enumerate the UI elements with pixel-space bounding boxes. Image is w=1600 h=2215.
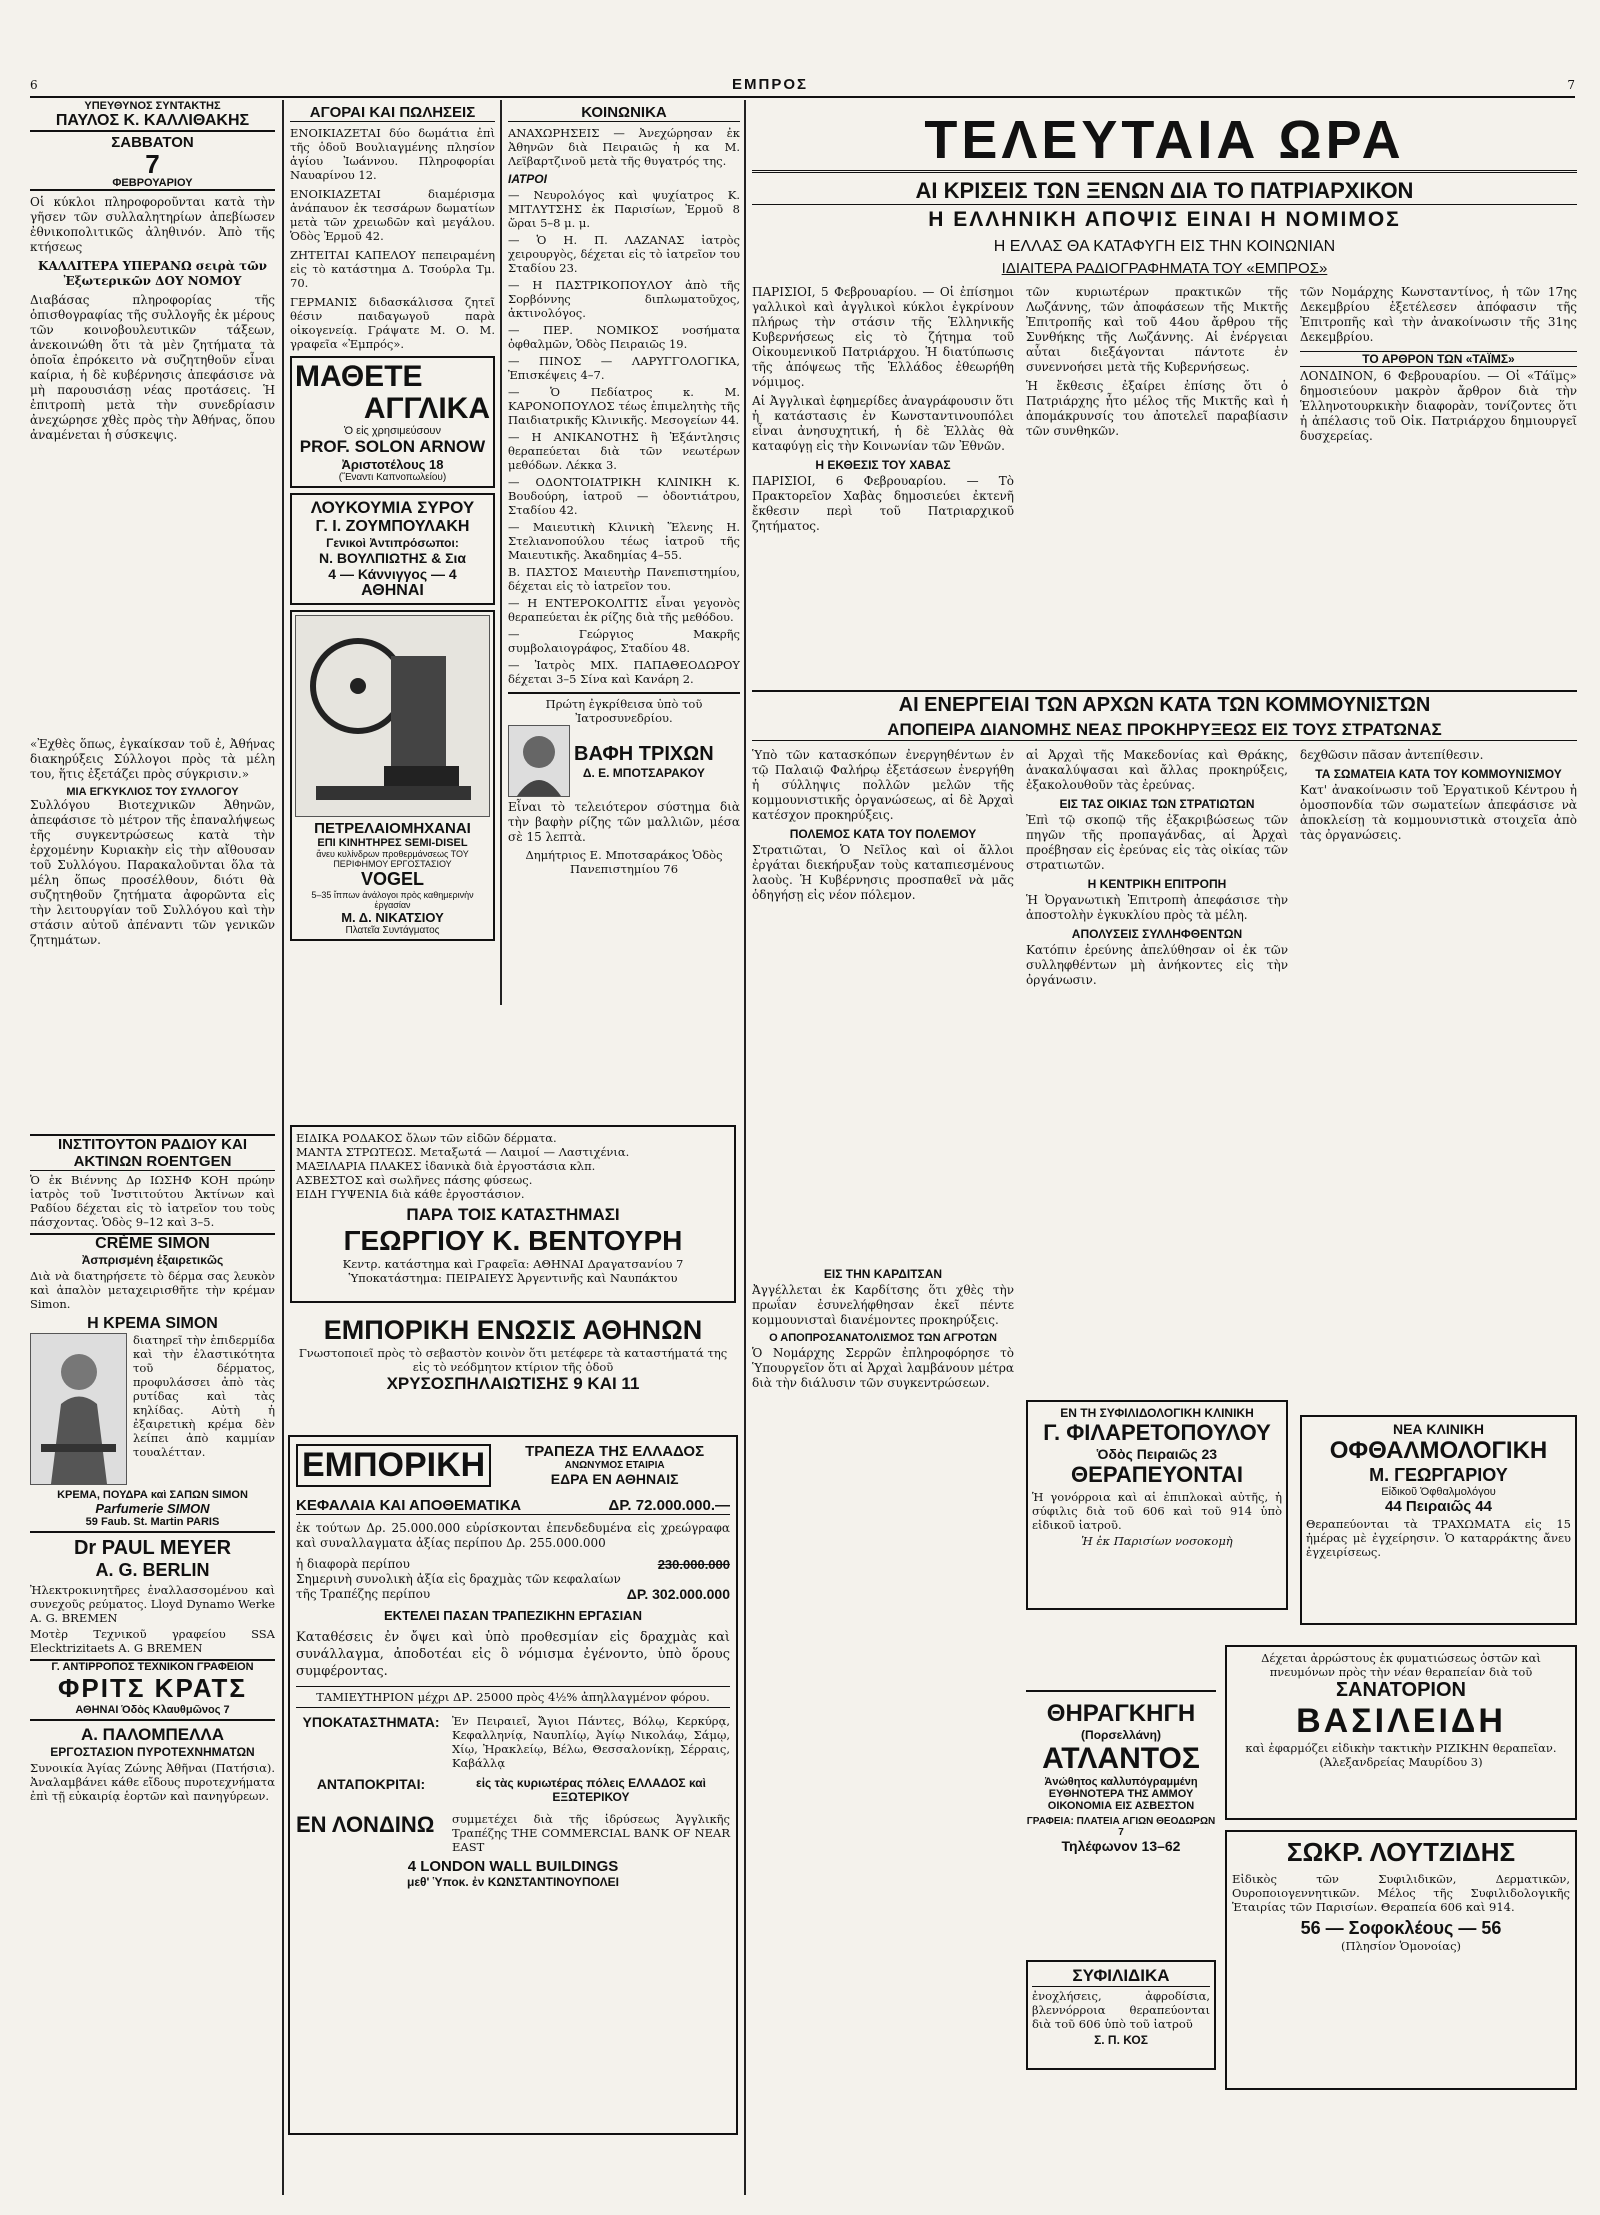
bank-correspondents: εἰς τὰς κυριωτέρας πόλεις ΕΛΛΑΔΟΣ καὶ ΕΞΩΤΕΡΙΚΟΥ	[476, 1776, 706, 1804]
syphilis-title: ΣΥΦΙΛΙΔΙΚΑ	[1032, 1966, 1210, 1987]
bank-name: ΤΡΑΠΕΖΑ ΤΗΣ ΕΛΛΑΔΟΣ	[525, 1443, 705, 1460]
news-subhead: ΑΠΟΛΥΣΕΙΣ ΣΥΛΛΗΦΘΕΝΤΩΝ	[1071, 927, 1243, 941]
ophthalmology-ad	[1300, 1415, 1577, 1625]
page-number-right: 7	[1567, 78, 1575, 92]
loutzidis-address: 56 — Σοφοκλέους — 56	[1300, 1918, 1502, 1938]
column-2	[290, 100, 495, 1120]
bank-diff-value: 230.000.000	[657, 1557, 730, 1572]
hair-dye-address: Δημήτριος Ε. Μποτσαράκος Ὁδὸς Πανεπιστημίου 76	[525, 848, 723, 876]
creme-title: CRÈME SIMON	[30, 1233, 275, 1253]
news-text: τῶν Νομάρχης Κωνσταντίνος, ἡ τῶν 17ης Δεκεμβρίου ἐξετέλεσεν ἀπόφασιν τῆς Ἐπιτροπῆς καὶ τὴν ἀνακοίνωσιν τῆς 31ης Δεκεμβρίου.	[1300, 285, 1577, 344]
ventouri-line: ΑΣΒΕΣΤΟΣ καὶ σωλῆνες πάσης φύσεως.	[296, 1173, 533, 1187]
engine-dealer: Μ. Δ. ΝΙΚΑΤΣΙΟΥ	[341, 910, 444, 925]
meyer-body: Ἠλεκτροκινητῆρες ἐναλλασσομένου καὶ συνεχοῦς ρεύματος. Lloyd Dynamo Werke A. G. BREMEN	[30, 1583, 275, 1625]
latest-banner: ΤΕΛΕΥΤΑΙΑ ΩΡΑ	[752, 110, 1577, 173]
article-lead: Οἱ κύκλοι πληροφοροῦνται κατὰ τὴν γῆσεν τῶν συλλαλητηρίων ἀπεβίωσεν ἐθνικοπολιτικῶς ἀληθινόν. Ἀπὸ τῆς κτήσεως	[30, 195, 275, 254]
syphilis-ad	[1026, 1960, 1216, 2070]
bank-savings: ΤΑΜΙΕΥΤΗΡΙΟΝ μέχρι ΔΡ. 25000 πρὸς 4½% ἀπηλλαγμένον φόρου.	[296, 1686, 730, 1708]
issue-date: 7	[145, 149, 160, 179]
news-col-b	[1026, 285, 1288, 680]
atlantos-title: ΘΗΡΑΓΚΗΓΗ	[1046, 1700, 1196, 1727]
loukoumia-title: ΛΟΥΚΟΥΜΙΑ ΣΥΡΟΥ	[310, 498, 475, 517]
bank-seat: ΕΔΡΑ ΕΝ ΑΘΗΝΑΙΣ	[550, 1471, 679, 1487]
frits-address: ΑΘΗΝΑΙ Ὁδὸς Κλαυθμῶνος 7	[30, 1704, 275, 1721]
doctor-notice: — Η ΑΝΙΚΑΝΟΤΗΣ ἢ Ἐξάντλησις θεραπεύεται διὰ τῶν νεωτέρων μεθόδων. Λέκκα 3.	[508, 430, 740, 472]
bank-services: ΕΚΤΕΛΕΙ ΠΑΣΑΝ ΤΡΑΠΕΖΙΚΗΝ ΕΡΓΑΣΙΑΝ	[384, 1608, 642, 1623]
news-text: αἱ Ἀρχαὶ τῆς Μακεδονίας καὶ Θράκης, ἀνακαλύψασαι καὶ ἄλλας προκηρύξεις, ἐξακολουθοῦν τὰς ἐρεύνας.	[1026, 748, 1288, 792]
headline-4: ΙΔΙΑΙΤΕΡΑ ΡΑΔΙΟΓΡΑΦΗΜΑΤΑ ΤΟΥ «ΕΜΠΡΟΣ»	[1001, 260, 1328, 277]
clinic-cta: ΘΕΡΑΠΕΥΟΝΤΑΙ	[1071, 1462, 1243, 1487]
column-1	[30, 100, 275, 2200]
syphilis-name: Σ. Π. ΚΟΣ	[1094, 2033, 1148, 2047]
communists-subtitle: ΑΠΟΠΕΙΡΑ ΔΙΑΝΟΜΗΣ ΝΕΑΣ ΠΡΟΚΗΡΥΞΕΩΣ ΕΙΣ ΤΟΥΣ ΣΤΡΑΤΩΝΑΣ	[752, 720, 1577, 741]
news-text: Ἀγγέλλεται ἐκ Καρδίτσης ὅτι χθὲς τὴν πρωΐαν ἐσυνελήφθησαν ἐκεῖ πέντε κομμουνισταὶ διανέμοντες προκηρύξεις.	[752, 1283, 1014, 1327]
doctor-notice: — Ἰατρὸς ΜΙΧ. ΠΑΠΑΘΕΟΔΩΡΟΥ δέχεται 3–5 Σίνα καὶ Κανάρη 2.	[508, 658, 740, 686]
clinic-address: Ὁδὸς Πειραιῶς 23	[1096, 1446, 1218, 1462]
bank-capital-value: ΔΡ. 72.000.000.—	[608, 1497, 730, 1514]
grafeion-title: Γ. ΑΝΤΙΡΡΟΠΟΣ ΤΕΧΝΙΚΟΝ ΓΡΑΦΕΙΟΝ	[30, 1659, 275, 1673]
hair-dye-title: ΒΑΦΗ ΤΡΙΧΩΝ	[574, 742, 714, 765]
english-ad-line: (Ἔναντι Καπνοπωλείου)	[338, 472, 447, 483]
woman-illustration	[30, 1333, 127, 1485]
loutzidis-ad	[1225, 1830, 1577, 2090]
bank-logo: ΕΜΠΟΡΙΚΗ	[296, 1444, 491, 1487]
atlantos-ad	[1026, 1690, 1216, 1952]
classified-ad: ΕΝΟΙΚΙΑΖΕΤΑΙ δύο δωμάτια ἐπὶ τῆς ὁδοῦ Βουλιαγμένης πλησίον ἀγίου Ἰωάννου. Πληροφορίαι Ναυαρίνου 12.	[290, 126, 495, 182]
ophth-title: ΟΦΘΑΛΜΟΛΟΓΙΚΗ	[1329, 1437, 1548, 1464]
bank-correspondents-label: ΑΝΤΑΠΟΚΡΙΤΑΙ:	[316, 1776, 426, 1792]
engine-line: ΕΠΙ ΚΙΝΗΤΗΡΕΣ SEMI-DISEL	[317, 837, 468, 849]
ophth-name: Μ. ΓΕΩΡΓΑΡΙΟΥ	[1369, 1465, 1508, 1485]
meyer-extra: Μοτὲρ Τεχνικοῦ γραφείου SSA Elecktrizitaets A. G BREMEN	[30, 1627, 275, 1655]
masthead	[30, 76, 1575, 98]
sanatorium-ad	[1225, 1645, 1577, 1820]
bank-diff-label: ἡ διαφορὰ περίπου	[296, 1557, 410, 1571]
paper-name: ΕΜΠΡΟΣ	[731, 76, 808, 93]
ventouri-line: ΕΙΔΙΚΑ ΡΟΔΑΚΟΣ ὄλων τῶν εἰδῶν δέρματα.	[296, 1131, 557, 1145]
headline-2: Η ΕΛΛΗΝΙΚΗ ΑΠΟΨΙΣ ΕΙΝΑΙ Η ΝΟΜΙΜΟΣ	[928, 208, 1401, 231]
doctors-header: ΙΑΤΡΟΙ	[508, 172, 547, 186]
column-rule	[744, 100, 746, 2195]
news-text: Αἱ Ἀγγλικαὶ ἐφημερίδες ἀναγράφουσιν ὅτι ἡ κατάστασις ἐν Κωνσταντινουπόλει εἶναι ἀνησυχητική, ἡ δὲ Ἑλλὰς θὰ καταφύγῃ εἰς τὴν Κοινωνίαν τῶν Ἐθνῶν.	[752, 394, 1014, 453]
comm-col-a	[752, 748, 1014, 2098]
headline-1: ΑΙ ΚΡΙΣΕΙΣ ΤΩΝ ΞΕΝΩΝ ΔΙΑ ΤΟ ΠΑΤΡΙΑΡΧΙΚΟΝ	[752, 178, 1577, 205]
ophth-spec: Εἰδικοῦ Ὀφθαλμολόγου	[1381, 1486, 1496, 1498]
loutzidis-sub: (Πλησίον Ὁμονοίας)	[1340, 1939, 1462, 1953]
bank-type: ΑΝΩΝΥΜΟΣ ΕΤΑΙΡΙΑ	[564, 1460, 665, 1471]
frits-krats: ΦΡΙΤΣ ΚΡΑΤΣ	[58, 1673, 247, 1703]
emporiki-enosis-title: ΕΜΠΟΡΙΚΗ ΕΝΩΣΙΣ ΑΘΗΝΩΝ	[323, 1315, 703, 1345]
ophth-body: Θεραπεύονται τὰ ΤΡΑΧΩΜΑΤΑ εἰς 15 ἡμέρας μὲ ἐγχείρησιν. Ὁ καταρράκτης ἄνευ ἐγχειρίσεως.	[1306, 1517, 1571, 1559]
loukoumia-maker: Γ. Ι. ΖΟΥΜΠΟΥΛΑΚΗ	[315, 518, 470, 535]
krema-title: Η ΚΡΕΜΑ SIMON	[87, 1315, 218, 1332]
hair-dye-body: Εἶναι τὸ τελειότερον σύστημα διὰ τὴν βαφὴν ρίζης τῶν μαλλιῶν, μέσα σὲ 15 λεπτὰ.	[508, 800, 740, 844]
atlantos-sub: (Πορσελλάνη)	[1081, 1728, 1161, 1742]
palombella-title: Α. ΠΑΛΟΜΠΕΛΛΑ	[80, 1725, 225, 1744]
engine-ad	[290, 610, 495, 941]
classifieds-header: ΑΓΟΡΑΙ ΚΑΙ ΠΩΛΗΣΕΙΣ	[290, 104, 495, 122]
classified-ad: ΓΕΡΜΑΝΙΣ διδασκάλισσα ζητεῖ θέσιν παιδαγωγοῦ παρὰ οἰκογενείᾳ. Γράψατε Μ. Ο. Μ. γραφεῖα «Ἐμπρός».	[290, 295, 495, 351]
bank-london-label: ΕΝ ΛΟΝΔΙΝΩ	[296, 1812, 435, 1837]
news-col-c	[1300, 285, 1577, 680]
doctor-notice: — Νευρολόγος καὶ ψυχίατρος Κ. ΜΙΤΛΥΤΣΗΣ ἐκ Παρισίων, Ἐρμοῦ 8 ὥραι 5–8 μ. μ.	[508, 188, 740, 230]
doctor-notice: — ΟΔΟΝΤΟΙΑΤΡΙΚΗ ΚΛΙΝΙΚΗ Κ. Βουδούρη, ἰατροῦ — ὀδοντιάτρου, Σταδίου 42.	[508, 475, 740, 517]
news-text: δεχθῶσιν πᾶσαν ἀντεπίθεσιν.	[1300, 748, 1484, 762]
engine-line: 5–35 ἵππων ἀνάλογοι πρὸς καθημερινὴν ἐργασίαν	[311, 890, 474, 910]
syphilis-clinic-ad	[1026, 1400, 1288, 1610]
social-header: ΚΟΙΝΩΝΙΚΑ	[508, 104, 740, 122]
news-text: Κατ' ἀνακοίνωσιν τοῦ Ἐργατικοῦ Κέντρου ἡ ὁμοσπονδία τῶν σωματείων ἀπεφάσισε νὰ ἀποκλείσῃ τὰ κομμουνιστικὰ στοιχεῖα ἀπὸ τὰς ὀργανώσεις.	[1300, 783, 1577, 842]
english-ad-line: ΑΓΓΛΙΚΑ	[363, 392, 490, 425]
english-ad-line: Ὁ εἰς χρησιμεύσουν	[344, 425, 441, 437]
ventouri-address: Ὑποκατάστημα: ΠΕΙΡΑΙΕΥΣ Ἀργεντινῆς καὶ Ναυπάκτου	[348, 1271, 678, 1285]
issue-day: ΣΑΒΒΑΤΟΝ	[111, 134, 194, 151]
news-subhead: ΤΑ ΣΩΜΑΤΕΙΑ ΚΑΤΑ ΤΟΥ ΚΟΜΜΟΥΝΙΣΜΟΥ	[1315, 767, 1562, 781]
communists-title: ΑΙ ΕΝΕΡΓΕΙΑΙ ΤΩΝ ΑΡΧΩΝ ΚΑΤΑ ΤΩΝ ΚΟΜΜΟΥΝΙΣΤΩΝ	[752, 690, 1577, 717]
ventouri-ad	[290, 1125, 736, 1303]
krema-body: διατηρεῖ τὴν ἐπιδερμίδα καὶ τὴν ἐλαστικότητα τοῦ δέρματος, προφυλάσσει ἀπὸ τὰς ρυτίδας καὶ τὰς κηλίδας. Αὐτὴ ἡ ἐξαιρετικὴ κρέμα δὲν λείπει ἀπὸ καμμίαν τουαλέτταν.	[133, 1333, 275, 1459]
news-subhead: ΤΟ ΑΡΘΡΟΝ ΤΩΝ «ΤΑΪΜΣ»	[1300, 351, 1577, 367]
atlantos-body: Ἀνώθητος καλλυπόγραμμένη ΕΥΘΗΝΟΤΕΡΑ ΤΗΣ ΑΜΜΟΥ ΟΙΚΟΝΟΜΙΑ ΕΙΣ ΑΣΒΕΣΤΟΝ	[1044, 1776, 1198, 1812]
news-text: ΠΑΡΙΣΙΟΙ, 6 Φεβρουαρίου. — Τὸ Πρακτορεῖον Χαβὰς δημοσιεύει ἐκτενῆ ἔκθεσιν περὶ τοῦ Πατριαρχικοῦ ζητήματος.	[752, 474, 1014, 533]
bank-constantinople: μεθ' Ὑποκ. ἐν ΚΩΝΣΤΑΝΤΙΝΟΥΠΟΛΕΙ	[407, 1875, 619, 1889]
bank-total-label: Σημερινὴ συνολικὴ ἀξία εἰς δραχμὰς τῶν κεφαλαίων τῆς Τραπέζης περίπου	[296, 1572, 621, 1601]
news-subhead: ΕΙΣ ΤΑΣ ΟΙΚΙΑΣ ΤΩΝ ΣΤΡΑΤΙΩΤΩΝ	[1059, 797, 1255, 811]
sanat-name: ΒΑΣΙΛΕΙΔΗ	[1296, 1702, 1506, 1740]
doctor-notice: — Ὁ Η. Π. ΛΑΖΑΝΑΣ ἰατρὸς χειρουργὸς, δέχεται εἰς τὸ ἰατρεῖον του Σταδίου 23.	[508, 233, 740, 275]
news-text: Ἡ Ὀργανωτικὴ Ἐπιτροπὴ ἀπεφάσισε τὴν ἀποστολὴν ἐγκυκλίου πρὸς τὰ μέλη.	[1026, 893, 1288, 922]
doctor-notice: — ΠΙΝΟΣ — ΛΑΡΥΓΓΟΛΟΓΙΚΑ, Ἐπισκέψεις 4–7.	[508, 354, 740, 382]
sanat-address: (Ἀλεξανδρείας Μαυρίδου 3)	[1319, 1755, 1483, 1769]
article-quote: «Ἐχθὲς ὅπως, ἐγκαίκσαν τοῦ ἐ, Ἀθήνας διακηρύξεις Σύλλογοι πρὸς τὰ μέλη του, ἥτις ἐξετάζει πρὸς σύγκρισιν.»	[30, 737, 275, 781]
english-ad-line: ΜΑΘΕΤΕ	[295, 360, 423, 393]
ventouri-line: ΜΑΞΙΛΑΡΙΑ ΠΛΑΚΕΣ ἰδανικὰ διὰ ἐργοστάσια κλπ.	[296, 1159, 596, 1173]
bank-branches: Ἐν Πειραιεῖ, Ἄγιοι Πάντες, Βόλῳ, Κερκύρᾳ, Κεφαλληνίᾳ, Ναυπλίῳ, Ἀγίῳ Νικολάῳ, Σάμῳ, Χίῳ, Ἠρακλείῳ, Βέλω, Θεσσαλονίκῃ, Σέρραις, Καβάλλᾳ	[452, 1714, 730, 1770]
sanat-note: Δέχεται ἀρρώστους ἐκ φυματιώσεως ὀστῶν καὶ πνευμόνων πρὸς τὴν νέαν θεραπείαν διὰ τοῦ	[1261, 1651, 1541, 1679]
clinic-title: ΕΝ ΤΗ ΣΥΦΙΛΙΔΟΛΟΓΙΚΗ ΚΛΙΝΙΚΗ	[1060, 1406, 1254, 1420]
ventouri-para: ΠΑΡΑ ΤΟΙΣ ΚΑΤΑΣΤΗΜΑΣΙ	[406, 1205, 620, 1224]
radio-institute-title: ΙΝΣΤΙΤΟΥΤΟΝ ΡΑΔΙΟΥ ΚΑΙ ΑΚΤΙΝΩΝ ROENTGEN	[30, 1134, 275, 1171]
english-ad-line: Ἀριστοτέλους 18	[341, 457, 444, 472]
palombella-body: Συνοικία Ἀγίας Ζώνης Ἀθῆναι (Πατήσια). Ἀναλαμβάνει κάθε εἴδους πυροτεχνήματα ἐπὶ τῇ εὐκαιρίᾳ ἑορτῶν καὶ πανηγύρεων.	[30, 1761, 275, 1803]
engine-brand: VOGEL	[360, 869, 424, 889]
ophth-address: 44 Πειραιῶς 44	[1385, 1498, 1492, 1515]
news-subhead: ΕΙΣ ΤΗΝ ΚΑΡΔΙΤΣΑΝ	[823, 1267, 943, 1281]
news-text: Κατόπιν ἐρεύνης ἀπελύθησαν οἱ ἐκ τῶν συλληφθέντων μὴ ἀνήκοντες εἰς τὴν ὀργάνωσιν.	[1026, 943, 1288, 987]
english-ad-teacher: PROF. SOLON ARNOW	[299, 437, 486, 456]
sanat-title: ΣΑΝΑΤΟΡΙΟΝ	[1336, 1679, 1466, 1701]
issue-month: ΦΕΒΡΟΥΑΡΙΟΥ	[30, 177, 275, 191]
ventouri-address: Κεντρ. κατάστημα καὶ Γραφεῖα: ΑΘΗΝΑΙ Δραγατσανίου 7	[342, 1257, 684, 1271]
clinic-footer: Ἡ ἐκ Παρισίων νοσοκομὴ	[1081, 1534, 1233, 1548]
classified-ad: ΕΝΟΙΚΙΑΖΕΤΑΙ διαμέρισμα ἀνάπαυον ἐκ τεσσάρων δωματίων μετὰ τῶν χρειωδῶν καὶ μεγάλου. Ὁδὸς Ἐρμοῦ 42.	[290, 187, 495, 243]
classified-ad: ΖΗΤΕΙΤΑΙ ΚΑΠΕΛΟΥ πεπειραμένη εἰς τὸ κατάστημα Δ. Τσούρλα Τμ. 70.	[290, 248, 495, 290]
loutzidis-body: Εἰδικὸς τῶν Συφιλιδικῶν, Δερματικῶν, Ουροποιογεννητικῶν. Μέλος τῆς Συφιλιδολογικῆς Ἑταιρίας τῶν Παρισίων. Θεραπεία 606 καὶ 914.	[1232, 1872, 1570, 1914]
doctor-notice: — ΠΕΡ. ΝΟΜΙΚΟΣ νοσήματα ὀφθαλμῶν, Ὁδὸς Πειραιῶς 19.	[508, 323, 740, 351]
ventouri-line: ΕΙΔΗ ΓΥΨΕΝΙΑ διὰ κάθε ἐργοστάσιον.	[296, 1187, 525, 1201]
loukoumia-line: 4 — Κάννιγγος — 4	[328, 566, 457, 582]
ventouri-name: ΓΕΩΡΓΙΟΥ Κ. ΒΕΝΤΟΥΡΗ	[343, 1225, 683, 1256]
page-number-left: 6	[30, 78, 38, 92]
atlantos-name: ΑΤΛΑΝΤΟΣ	[1042, 1742, 1200, 1775]
doctor-notice: — Μαιευτικὴ Κλινικὴ Ἕλενης Η. Στελιανοπούλου τέως ἰατροῦ τῆς Μαιευτικῆς. Ἀκαδημίας 4–55.	[508, 520, 740, 562]
doctor-notice: — Η ΕΝΤΕΡΟΚΟΛΙΤΙΣ εἶναι γεγονὸς θεραπεύεται ἐκ ρίζης διὰ τῆς μεθόδου.	[508, 596, 740, 624]
ventouri-line: ΜΑΝΤΑ ΣΤΡΩΤΕΩΣ. Μεταξωτά — Λαιμοί — Λαστιχένια.	[296, 1145, 630, 1159]
krema-footer: ΚΡΕΜΑ, ΠΟΥΔΡΑ καὶ ΣΑΠΩΝ SIMON	[57, 1489, 248, 1501]
doctor-notice: — Ὁ Πεδίατρος κ. Μ. ΚΑΡΟΝΟΠΟΥΛΟΣ τέως ἐπιμελητὴς τῆς Παιδιατρικῆς Κλινικῆς. Μεσογείων 44.	[508, 385, 740, 427]
ophth-top: ΝΕΑ ΚΛΙΝΙΚΗ	[1392, 1421, 1484, 1437]
loukoumia-line: Γενικοὶ Ἀντιπρόσωποι:	[326, 536, 459, 550]
hair-dye-maker: Δ. Ε. ΜΠΟΤΣΑΡΑΚΟΥ	[582, 765, 705, 780]
editor-name: ΠΑΥΛΟΣ Κ. ΚΑΛΛΙΘΑΚΗΣ	[30, 112, 275, 132]
news-text: ΠΑΡΙΣΙΟΙ, 5 Φεβρουαρίου. — Οἱ ἐπίσημοι γαλλικοὶ καὶ ἀγγλικοὶ κύκλοι ἐγκρίνουν πλήρως τὴν στάσιν τῆς Ἑλληνικῆς Κυβερνήσεως εἰς τὸ ζήτημα τοῦ Οἰκουμενικοῦ Πατριάρχου. Ἡ διατύπωσις τῆς ἀπόψεως τῆς Ἑλλάδος ἐθεωρήθη νόμιμος.	[752, 285, 1014, 389]
syphilis-body: ἐνοχλήσεις, ἀφροδίσια, βλεννόρροια θεραπεύονται διὰ τοῦ 606 ὑπὸ τοῦ ἰατροῦ	[1032, 1989, 1210, 2031]
atlantos-address: ΓΡΑΦΕΙΑ: ΠΛΑΤΕΙΑ ΑΓΙΩΝ ΘΕΟΔΩΡΩΝ 7	[1026, 1816, 1216, 1838]
english-ad	[290, 356, 495, 488]
emporiki-enosis-address: ΧΡΥΣΟΣΠΗΛΑΙΩΤΙΣΗΣ 9 ΚΑΙ 11	[386, 1374, 640, 1393]
bank-text: ἐκ τούτων Δρ. 25.000.000 εὑρίσκονται ἐπενδεδυμένα εἰς χρεώγραφα καὶ συναλλαγματα ἀξίας περίπου Δρ. 255.000.000	[296, 1521, 730, 1550]
bank-total-value: ΔΡ. 302.000.000	[626, 1586, 730, 1602]
news-text: τῶν κυριωτέρων πρακτικῶν τῆς Λωζάννης, τῶν ἀποφάσεων τῆς Μικτῆς Ἐπιτροπῆς καὶ τοῦ 44ου ἄρθρου τῆς Συνθήκης τῆς Λωζάννης. Αἱ ἐνέργειαι αὗται διεξάγονται πάντοτε ἐν συνεννοήσει μετὰ τῆς Κυβερνήσεως.	[1026, 285, 1288, 374]
doctor-notice: — Γεώργιος Μακρῆς συμβολαιογράφος, Σταδίου 48.	[508, 627, 740, 655]
emporiki-enosis-sub: Γνωστοποιεῖ πρὸς τὸ σεβαστὸν κοινὸν ὅτι μετέφερε τὰ καταστήματά της εἰς τὸ νεόδμητον κτίριον τῆς ὁδοῦ	[298, 1346, 728, 1374]
clinic-name: Γ. ΦΙΛΑΡΕΤΟΠΟΥΛΟΥ	[1043, 1420, 1271, 1445]
hair-dye-note: Πρώτη ἐγκρίθεισα ὑπὸ τοῦ Ἰατροσυνεδρίου.	[545, 697, 703, 725]
woman-portrait	[508, 725, 570, 797]
loukoumia-ad	[290, 493, 495, 605]
article-subhead: ΚΑΛΛΙΤΕΡΑ ΥΠΕΡΑΝΩ σειρὰ τῶν Ἐξωτερικῶν ΔΟΥ ΝΟΜΟΥ	[38, 259, 267, 288]
social-item: ΑΝΑΧΩΡΗΣΕΙΣ — Ἀνεχώρησαν ἐκ Ἀθηνῶν διὰ Πειραιῶς ἡ κα Μ. Λεϊβαρτζινοῦ μετὰ τῆς θυγατρός της.	[508, 126, 740, 168]
atlantos-phone: Τηλέφωνον 13–62	[1061, 1838, 1181, 1854]
engine-title: ΠΕΤΡΕΛΑΙΟΜΗΧΑΝΑΙ	[314, 820, 471, 837]
comm-col-c	[1300, 748, 1577, 1368]
bank-ad	[288, 1435, 738, 2135]
loukoumia-line: ΑΘΗΝΑΙ	[361, 582, 424, 599]
headline-3: Η ΕΛΛΑΣ ΘΑ ΚΑΤΑΦΥΓΗ ΕΙΣ ΤΗΝ ΚΟΙΝΩΝΙΑΝ	[993, 238, 1336, 255]
news-text: ΛΟΝΔΙΝΟΝ, 6 Φεβρουαρίου. — Οἱ «Τάϊμς» δημοσιεύουν μακρὸν ἄρθρον διὰ τὴν Ἑλληνοτουρκικὴν διαφορὰν, τονίζοντες ὅτι ἡ ἀπέλασις τοῦ Οἰκ. Πατριάρχου δημιουργεῖ δυσχερείας.	[1300, 369, 1577, 443]
doctor-notice: Β. ΠΑΣΤΟΣ Μαιευτὴρ Πανεπιστημίου, δέχεται εἰς τὸ ἰατρεῖον του.	[508, 565, 740, 593]
news-subhead: Η ΕΚΘΕΣΙΣ ΤΟΥ ΧΑΒΑΣ	[815, 458, 951, 472]
sanat-sub: καὶ ἐφαρμόζει εἰδικὴν τακτικὴν ΡΙΖΙΚΗΝ θεραπεῖαν.	[1245, 1741, 1557, 1755]
comm-col-b	[1026, 748, 1288, 1398]
news-subhead: ΠΟΛΕΜΟΣ ΚΑΤΑ ΤΟΥ ΠΟΛΕΜΟΥ	[789, 827, 977, 841]
engine-line: Πλατεῖα Συντάγματος	[345, 925, 440, 936]
loukoumia-line: Ν. ΒΟΥΛΠΙΩΤΗΣ & Σια	[319, 550, 466, 566]
hair-dye-ad	[508, 692, 740, 876]
news-col-a	[752, 285, 1014, 680]
bank-capital-label: ΚΕΦΑΛΑΙΑ ΚΑΙ ΑΠΟΘΕΜΑΤΙΚΑ	[296, 1497, 522, 1514]
bank-branches-label: ΥΠΟΚΑΤΑΣΤΗΜΑΤΑ:	[302, 1714, 440, 1730]
news-text: Ἐπὶ τῷ σκοπῷ τῆς ἐξακριβώσεως τῶν πηγῶν τῆς προπαγάνδας, αἱ Ἀρχαὶ προέβησαν εἰς ἐρεύνας εἰς τὰς οἰκίας τῶν στρατιωτῶν.	[1026, 813, 1288, 872]
column-rule	[500, 100, 502, 1005]
news-subhead: Η ΚΕΝΤΡΙΚΗ ΕΠΙΤΡΟΠΗ	[1087, 877, 1227, 891]
clinic-body: Ἡ γονόρροια καὶ αἱ ἐπιπλοκαὶ αὐτῆς, ἡ σύφιλις διὰ τοῦ 606 καὶ τοῦ 914 ὑπὸ εἰδικοῦ ἰατροῦ.	[1032, 1490, 1282, 1532]
meyer-city: A. G. BERLIN	[95, 1560, 210, 1580]
parfumerie-address: 59 Faub. St. Martin PARIS	[30, 1516, 275, 1533]
news-text: Ὑπὸ τῶν κατασκόπων ἐνεργηθέντων ἐν τῷ Παλαιῷ Φαλήρῳ ἐξετάσεων ἐνεργήθη ἡ σύλληψις πολλῶν μελῶν τῆς κομμουνιστικῆς ὀργανώσεως, αἱ δὲ Ἀρχαὶ κατέσχον προκηρύξεις.	[752, 748, 1014, 822]
creme-sub: Ἀσπρισμένη ἐξαιρετικῶς	[81, 1253, 224, 1267]
editor-label: ΥΠΕΥΘΥΝΟΣ ΣΥΝΤΑΚΤΗΣ	[84, 100, 221, 112]
column-rule	[282, 100, 284, 2195]
article-subhead-2: ΜΙΑ ΕΓΚΥΚΛΙΟΣ ΤΟΥ ΣΥΛΛΟΓΟΥ	[66, 786, 239, 798]
news-text: Ὁ Νομάρχης Σερρῶν ἐπληροφόρησε τὸ Ὑπουργεῖον ὅτι αἱ Ἀρχαὶ λαμβάνουν μέτρα διὰ τὴν διάλυσιν τῶν συγκεντρώσεων.	[752, 1346, 1014, 1390]
parfumerie: Parfumerie SIMON	[95, 1501, 210, 1516]
news-text: Στρατιῶται, Ὁ Νεῖλος καὶ οἱ ἄλλοι ἐργάται διεκήρυξαν τοὺς καταπιεσμένους λαοὺς. Ἡ Κυβέρνησις προσπαθεῖ νὰ μᾶς ὁδηγήσῃ εἰς νέον πόλεμον.	[752, 843, 1014, 902]
meyer-title: Dr PAUL MEYER	[73, 1537, 232, 1559]
news-subhead: Ο ΑΠΟΠΡΟΣΑΝΑΤΟΛΙΣΜΟΣ ΤΩΝ ΑΓΡΟΤΩΝ	[769, 1332, 997, 1344]
bank-desc: Καταθέσεις ἐν ὄψει καὶ ὑπὸ προθεσμίαν εἰς δραχμὰς καὶ συνάλλαγμα, ἀποδοτέαι εἰς ὃ νόμισμα ἐγένοντο, ὑπὸ ὅρους συμφέροντας.	[296, 1630, 730, 1679]
article-body: Διαβάσας πληροφορίας τῆς ὁπισθογραφίας τῆς συλλογῆς ἐκ μέρους τῶν κοινοβουλευτικῶν τάξεων, ἀνεκοινώθη ὅτι τὰ μὲν ζητήματα τὰ ὁποῖα ἐπρόκειτο νὰ συζητηθοῦν εἶναι καίρια, ἡ δὲ κυβέρνησις ἀπεφάσισε νὰ μὴ παρουσιάσῃ νέας προτάσεις. Ἡ ἐπιτροπὴ μετὰ τὴν συνεδρίασιν ἀνεχώρησε χθὲς πρὸς τὴν Ἀθήνας, ὅπου ἀναμένεται ἡ σύσκεψις.	[30, 293, 275, 442]
article-body-2: Συλλόγου Βιοτεχνικῶν Ἀθηνῶν, ἀπεφάσισε τὸ μέτρον τῆς ἐπαναλήψεως τῆς συγκεντρώσεως κατὰ τὴν ἐρχομένην Κυριακὴν εἰς τὴν αἴθουσαν τοῦ Συλλόγου. Παρακαλοῦνται ὅλα τὰ μέλη ὅπως προσέλθουν, διότι θὰ συζητηθοῦν ζητήματα ἀφορῶντα εἰς τὴν λειτουργίαν τοῦ Συλλόγου καὶ τὴν στάσιν αὐτοῦ ἀπέναντι τῶν γενικῶν ζητημάτων.	[30, 798, 275, 947]
doctor-notice: — Η ΠΑΣΤΡΙΚΟΠΟΥΛΟΥ ἀπὸ τῆς Σορβόννης διπλωματοῦχος, ἀκτινολόγος.	[508, 278, 740, 320]
bank-london-address: 4 LONDON WALL BUILDINGS	[407, 1858, 619, 1875]
radio-institute-body: Ὁ ἐκ Βιέννης Δρ ΙΩΣΗΦ ΚΟΗ πρώην ἰατρὸς τοῦ Ἰνστιτούτου Ἀκτίνων καὶ Ραδίου δέχεται εἰς τὸ ἰατρεῖον του τοὺς πάσχοντας. Ὁδὸς 9–12 καὶ 3–5.	[30, 1173, 275, 1229]
palombella-sub: ΕΡΓΟΣΤΑΣΙΟΝ ΠΥΡΟΤΕΧΝΗΜΑΤΩΝ	[50, 1745, 255, 1759]
creme-body: Διὰ νὰ διατηρήσετε τὸ δέρμα σας λευκὸν καὶ ἁπαλὸν μεταχειρισθῆτε τὴν κρέμαν Simon.	[30, 1269, 275, 1311]
bank-london: συμμετέχει διὰ τῆς ἱδρύσεως Ἀγγλικῆς Τραπέζης THE COMMERCIAL BANK OF NEAR EAST	[452, 1812, 730, 1854]
loutzidis-name: ΣΩΚΡ. ΛΟΥΤΖΙΔΗΣ	[1286, 1837, 1516, 1867]
emporiki-enosis-ad	[290, 1315, 736, 1405]
engine-line: ἄνευ κυλίνδρων προθερμάνσεως ΤΟΥ ΠΕΡΙΦΗΜΟΥ ΕΡΓΟΣΤΑΣΙΟΥ	[316, 849, 469, 869]
news-text: Ἡ ἔκθεσις ἐξαίρει ἐπίσης ὅτι ὁ Πατριάρχης ἦτο μέλος τῆς Μικτῆς καὶ ἡ ἀπομάκρυνσίς του ἀποτελεῖ παραβίασιν τῶν συνθηκῶν.	[1026, 379, 1288, 438]
engine-illustration	[295, 615, 490, 817]
column-3	[508, 100, 740, 1120]
